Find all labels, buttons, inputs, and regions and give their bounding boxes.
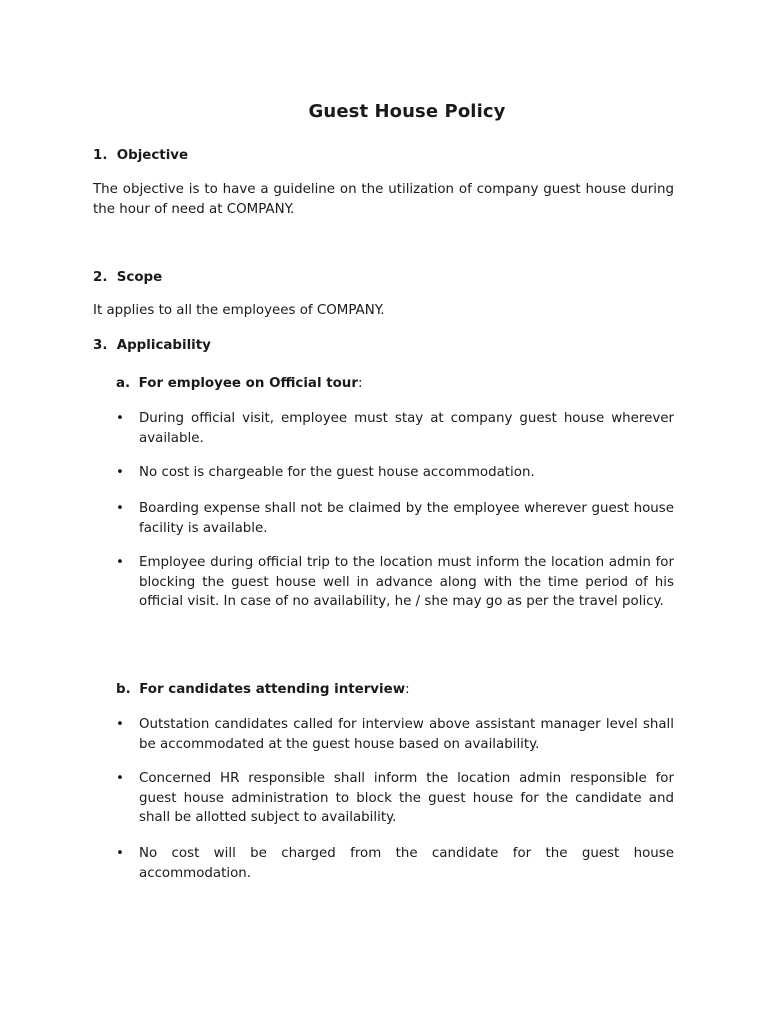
candidates-suffix: : xyxy=(405,682,410,697)
candidates-heading xyxy=(116,680,410,700)
applicability-heading xyxy=(93,336,211,356)
bullet-icon: • xyxy=(116,771,124,786)
bullet-icon: • xyxy=(116,465,124,480)
bullet-text: Boarding expense shall not be claimed by the employee wherever guest house facility is available. xyxy=(139,501,674,536)
scope-heading xyxy=(93,268,162,288)
bullet-icon: • xyxy=(116,846,124,861)
bullet-icon: • xyxy=(116,501,124,516)
candidates-letter: b. xyxy=(116,682,131,697)
applicability-number: 3. xyxy=(93,338,108,353)
bullet-text: Concerned HR responsible shall inform the location admin responsible for guest house administration to block the guest house for the candidate and shall be allotted subject to availability. xyxy=(139,771,674,826)
bullet-icon: • xyxy=(116,555,124,570)
candidates-title: For candidates attending interview xyxy=(139,682,406,697)
scope-number: 2. xyxy=(93,270,108,285)
bullet-text: Employee during official trip to the location must inform the location admin for blocking the guest house well in advance along with the time period of his official visit. In case of no availability, he / she may go as per the travel policy. xyxy=(139,555,674,610)
page-title: Guest House Policy xyxy=(308,101,506,122)
official-tour-letter: a. xyxy=(116,376,131,391)
official-tour-title: For employee on Official tour xyxy=(138,376,358,391)
bullet-text: No cost is chargeable for the guest house accommodation. xyxy=(139,465,535,480)
bullet-text: No cost will be charged from the candidate for the guest house accommodation. xyxy=(139,846,674,881)
objective-heading xyxy=(93,146,188,166)
scope-title: Scope xyxy=(116,270,163,285)
bullet-icon: • xyxy=(116,411,124,426)
official-tour-suffix: : xyxy=(357,376,363,391)
applicability-title: Applicability xyxy=(116,338,211,353)
bullet-text: Outstation candidates called for interview above assistant manager level shall be accommodated at the guest house based on availability. xyxy=(139,717,674,752)
bullet-text: During official visit, employee must stay at company guest house wherever available. xyxy=(139,411,674,446)
objective-number: 1. xyxy=(93,148,108,163)
official-tour-heading xyxy=(116,374,362,394)
scope-body: It applies to all the employees of COMPANY. xyxy=(93,303,385,318)
bullet-icon: • xyxy=(116,717,124,732)
objective-title: Objective xyxy=(116,148,189,163)
objective-body: The objective is to have a guideline on the utilization of company guest house during the hour of need at COMPANY. xyxy=(93,182,674,217)
